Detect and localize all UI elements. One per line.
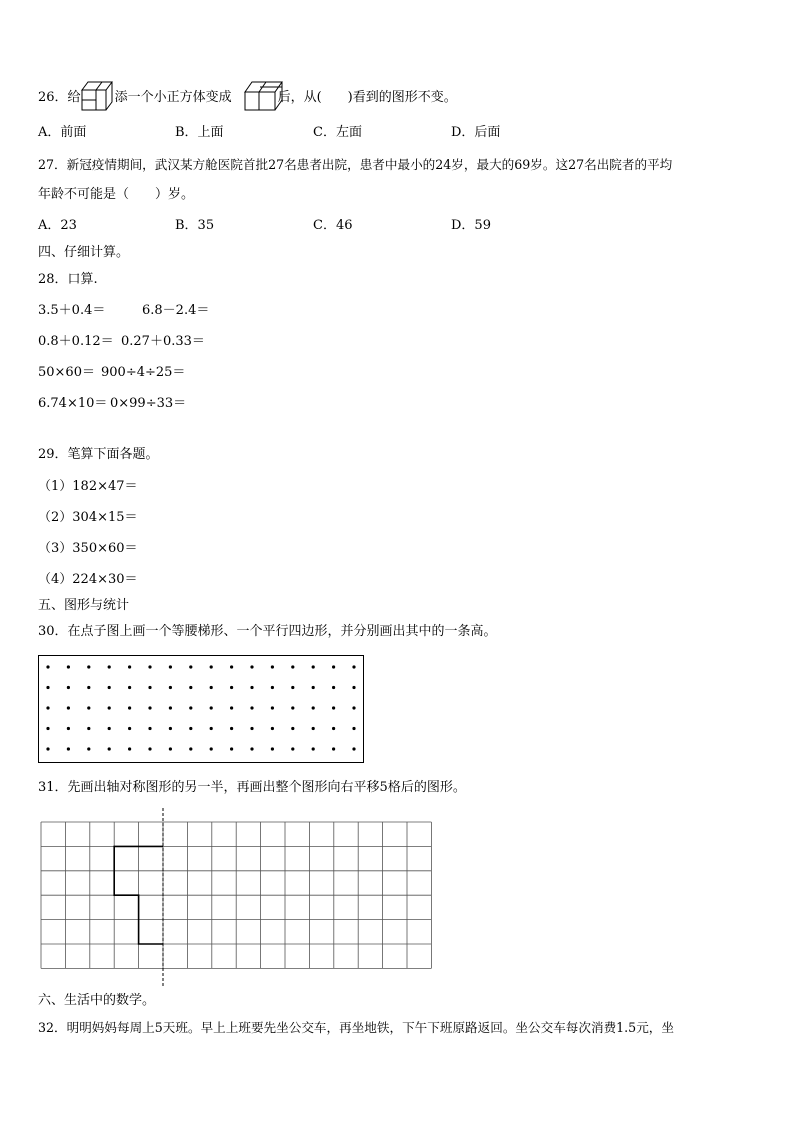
grid-dot <box>210 747 213 750</box>
dot-grid-border <box>39 656 364 763</box>
three-cube-figure <box>244 80 288 112</box>
q26-option-d: D．后面 <box>451 125 501 140</box>
grid-dot <box>67 686 70 689</box>
grid-dot <box>352 665 355 668</box>
grid-dot <box>250 706 253 709</box>
grid-dot <box>230 747 233 750</box>
q26-option-c: C．左面 <box>313 125 362 140</box>
grid-dot <box>108 665 111 668</box>
grid-dot <box>148 706 151 709</box>
grid-dot <box>87 686 90 689</box>
q28-expr: 0.27＋0.33＝ <box>121 334 205 349</box>
grid-dot <box>312 747 315 750</box>
q27-line1: 27．新冠疫情期间，武汉某方舱医院首批27名患者出院，患者中最小的24岁，最大的69岁。这27名出院者的平均 <box>38 157 673 172</box>
q29-item: （3）350×60＝ <box>38 541 138 556</box>
q28-expr: 50×60＝ <box>38 365 95 380</box>
grid-dot <box>67 747 70 750</box>
grid-dot <box>108 747 111 750</box>
grid-dot <box>271 747 274 750</box>
grid-dot <box>169 686 172 689</box>
grid-dot <box>352 727 355 730</box>
q30-text: 30．在点子图上画一个等腰梯形、一个平行四边形，并分别画出其中的一条高。 <box>38 624 497 639</box>
q29-item: （1）182×47＝ <box>38 479 138 494</box>
grid-dot <box>108 706 111 709</box>
grid-dot <box>108 686 111 689</box>
grid-dot <box>312 706 315 709</box>
grid-dot <box>46 686 49 689</box>
q29-title: 29．笔算下面各题。 <box>38 447 159 462</box>
q26-number: 26． <box>38 90 68 105</box>
grid-dot <box>189 727 192 730</box>
grid-dot <box>87 706 90 709</box>
grid-dot <box>189 686 192 689</box>
grid-dot <box>169 747 172 750</box>
grid-dot <box>230 686 233 689</box>
grid-dot <box>291 727 294 730</box>
grid-dot <box>148 665 151 668</box>
q28-expr: 900÷4÷25＝ <box>101 365 186 380</box>
grid-dot <box>230 665 233 668</box>
grid-dot <box>128 665 131 668</box>
grid-dot <box>128 706 131 709</box>
grid-dot <box>108 727 111 730</box>
grid-dot <box>332 727 335 730</box>
two-cube-figure <box>81 80 113 112</box>
square-grid[interactable] <box>38 808 434 990</box>
grid-dot <box>148 727 151 730</box>
grid-dot <box>210 706 213 709</box>
grid-dot <box>189 665 192 668</box>
q27-line2: 年龄不可能是（ ）岁。 <box>38 187 195 202</box>
grid-dot <box>352 747 355 750</box>
grid-dot <box>148 747 151 750</box>
grid-dot <box>87 727 90 730</box>
grid-dot <box>189 706 192 709</box>
section6-heading: 六、生活中的数学。 <box>38 993 156 1008</box>
q28-expr: 3.5＋0.4＝ <box>38 303 106 318</box>
grid-dot <box>46 747 49 750</box>
q29-item: （4）224×30＝ <box>38 572 138 587</box>
section5-heading: 五、图形与统计 <box>38 598 130 613</box>
grid-dot <box>128 747 131 750</box>
grid-dot <box>291 747 294 750</box>
q27-option-c: C．46 <box>313 218 353 233</box>
q31-text: 31．先画出轴对称图形的另一半，再画出整个图形向右平移5格后的图形。 <box>38 780 466 795</box>
grid-dot <box>332 706 335 709</box>
grid-dot <box>332 747 335 750</box>
grid-dot <box>332 686 335 689</box>
grid-dot <box>46 665 49 668</box>
grid-dot <box>210 665 213 668</box>
q28-expr: 6.8－2.4＝ <box>142 303 210 318</box>
q28-expr: 0×99÷33＝ <box>110 396 187 411</box>
grid-dot <box>291 706 294 709</box>
grid-dot <box>250 686 253 689</box>
grid-dot <box>87 665 90 668</box>
q26-option-b: B．上面 <box>175 125 224 140</box>
grid-dot <box>291 665 294 668</box>
q28-title: 28．口算. <box>38 272 98 287</box>
grid-dot <box>312 727 315 730</box>
grid-dot <box>128 686 131 689</box>
q26-text-before: 给 <box>67 90 81 105</box>
grid-dot <box>352 686 355 689</box>
grid-dot <box>271 686 274 689</box>
q27-option-b: B．35 <box>175 218 215 233</box>
grid-dot <box>312 665 315 668</box>
q28-expr: 6.74×10＝ <box>38 396 108 411</box>
grid-dot <box>250 747 253 750</box>
grid-dot <box>67 665 70 668</box>
grid-dot <box>291 686 294 689</box>
grid-dot <box>46 706 49 709</box>
grid-dot <box>271 727 274 730</box>
grid-dot <box>250 665 253 668</box>
q26-text-middle: 添一个小正方体变成 <box>114 90 232 105</box>
grid-dot <box>352 706 355 709</box>
grid-dot <box>250 727 253 730</box>
grid-dot <box>210 686 213 689</box>
grid-dot <box>169 727 172 730</box>
grid-dot <box>128 727 131 730</box>
grid-dot <box>312 686 315 689</box>
q26-option-a: A．前面 <box>38 125 87 140</box>
grid-dot <box>332 665 335 668</box>
q26-text-after: 后，从( )看到的图形不变。 <box>277 90 457 105</box>
grid-dot <box>230 706 233 709</box>
grid-dot <box>271 665 274 668</box>
q27-option-a: A．23 <box>38 218 77 233</box>
q32-text: 32．明明妈妈每周上5天班。早上上班要先坐公交车，再坐地铁，下午下班原路返回。坐公交车每次消费1.5元，坐 <box>38 1020 674 1035</box>
grid-dot <box>169 706 172 709</box>
q28-expr: 0.8＋0.12＝ <box>38 334 114 349</box>
dot-grid[interactable] <box>38 655 364 763</box>
grid-dot <box>230 727 233 730</box>
grid-dot <box>189 747 192 750</box>
grid-dot <box>67 706 70 709</box>
grid-dot <box>148 686 151 689</box>
grid-dot <box>271 706 274 709</box>
grid-dot <box>46 727 49 730</box>
section4-heading: 四、仔细计算。 <box>38 245 130 260</box>
q29-item: （2）304×15＝ <box>38 510 138 525</box>
grid-dot <box>169 665 172 668</box>
grid-dot <box>87 747 90 750</box>
grid-dot <box>210 727 213 730</box>
grid-dot <box>67 727 70 730</box>
q27-option-d: D．59 <box>451 218 491 233</box>
